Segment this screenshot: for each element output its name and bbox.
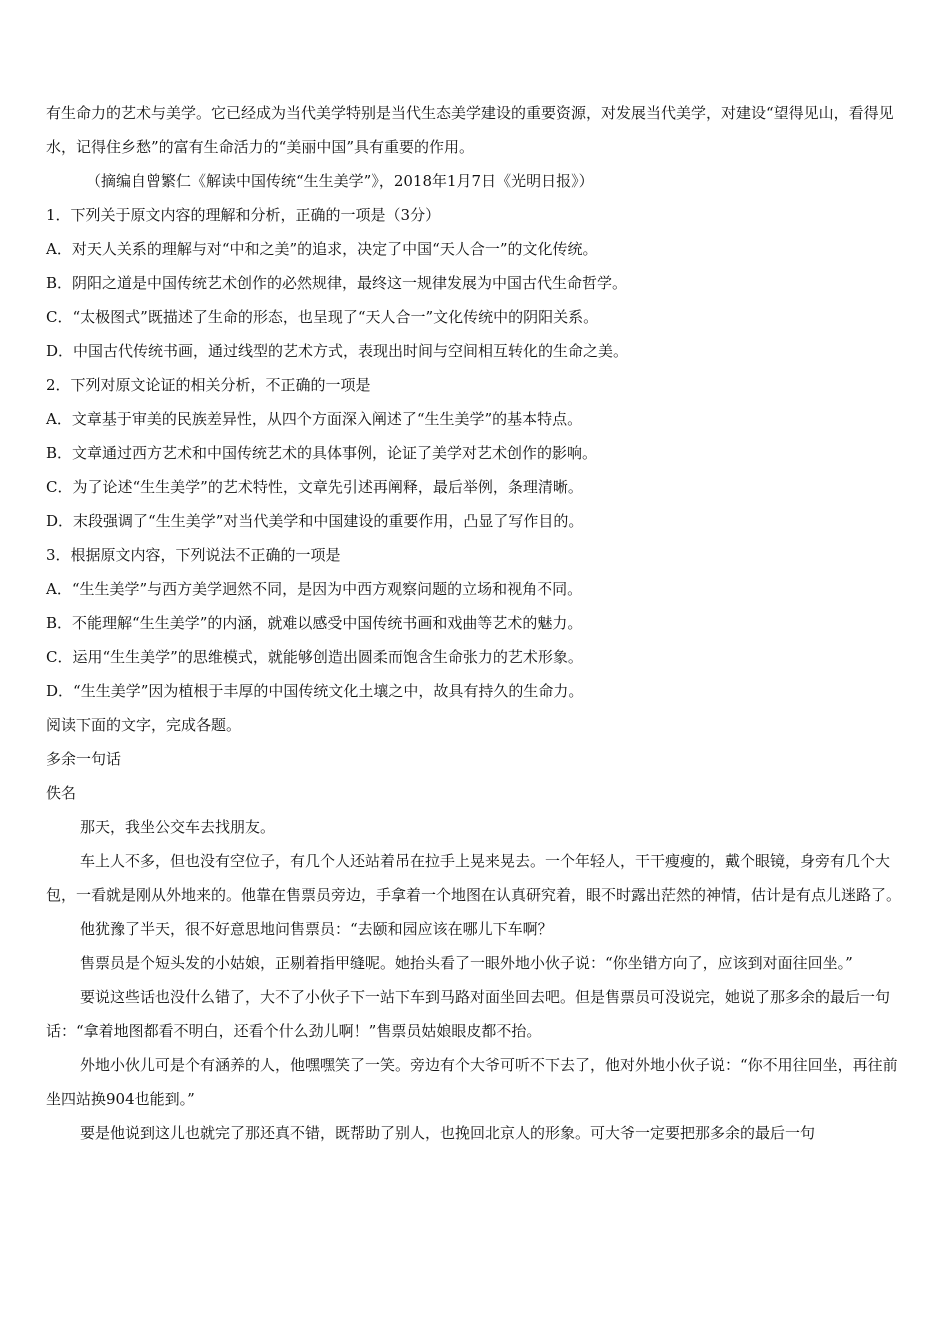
option-d: D．中国古代传统书画，通过线型的艺术方式，表现出时间与空间相互转化的生命之美。 xyxy=(46,342,629,360)
story-paragraph: 要说这些话也没什么错了，大不了小伙子下一站下车到马路对面坐回去吧。但是售票员可没说完，她说了那多余的最后一句话：“拿着地图都看不明白，还看个什么劲儿啊！”售票员姑娘眼皮都不抬。 xyxy=(46,988,891,1040)
option-d: D．“生生美学”因为植根于丰厚的中国传统文化土壤之中，故具有持久的生命力。 xyxy=(46,682,584,700)
option-b: B．阴阳之道是中国传统艺术创作的必然规律，最终这一规律发展为中国古代生命哲学。 xyxy=(46,274,628,292)
option-c: C．为了论述“生生美学”的艺术特性，文章先引述再阐释，最后举例，条理清晰。 xyxy=(46,478,583,496)
option-d: D．末段强调了“生生美学”对当代美学和中国建设的重要作用，凸显了写作目的。 xyxy=(46,512,584,530)
intro-paragraph: 有生命力的艺术与美学。它已经成为当代美学特别是当代生态美学建设的重要资源，对发展当代美学，对建设“望得见山，看得见水，记得住乡愁”的富有生命活力的“美丽中国”具有重要的作用。 xyxy=(46,104,894,156)
option-a: A．文章基于审美的民族差异性，从四个方面深入阐述了“生生美学”的基本特点。 xyxy=(46,410,583,428)
story-author: 佚名 xyxy=(46,784,77,802)
question-stem: 1．下列关于原文内容的理解和分析，正确的一项是（3分） xyxy=(46,206,441,224)
option-a: A．“生生美学”与西方美学迥然不同，是因为中西方观察问题的立场和视角不同。 xyxy=(46,580,583,598)
option-c: C．“太极图式”既描述了生命的形态，也呈现了“天人合一”文化传统中的阴阳关系。 xyxy=(46,308,599,326)
source-citation: （摘编自曾繁仁《解读中国传统“生生美学”》，2018年1月7日《光明日报》） xyxy=(86,172,594,190)
question-stem: 3．根据原文内容，下列说法不正确的一项是 xyxy=(46,546,341,564)
story-title: 多余一句话 xyxy=(46,750,122,768)
question-3 xyxy=(46,538,908,708)
story-paragraph: 车上人不多，但也没有空位子，有几个人还站着吊在拉手上晃来晃去。一个年轻人，干干瘦瘦的，戴个眼镜，身旁有几个大包，一看就是刚从外地来的。他靠在售票员旁边，手拿着一个地图在认真研究着，眼不时露出茫然的神情，估计是有点儿迷路了。 xyxy=(46,852,902,904)
question-stem: 2．下列对原文论证的相关分析，不正确的一项是 xyxy=(46,376,371,394)
story-paragraph: 那天，我坐公交车去找朋友。 xyxy=(80,818,276,836)
document-page xyxy=(46,96,908,1150)
option-b: B．文章通过西方艺术和中国传统艺术的具体事例，论证了美学对艺术创作的影响。 xyxy=(46,444,598,462)
reading-instruction: 阅读下面的文字，完成各题。 xyxy=(46,716,242,734)
story-paragraph: 外地小伙儿可是个有涵养的人，他嘿嘿笑了一笑。旁边有个大爷可听不下去了，他对外地小伙子说：“你不用往回坐，再往前坐四站换904也能到。” xyxy=(46,1056,898,1108)
story-paragraph: 要是他说到这儿也就完了那还真不错，既帮助了别人，也挽回北京人的形象。可大爷一定要把那多余的最后一句 xyxy=(80,1124,816,1142)
option-c: C．运用“生生美学”的思维模式，就能够创造出圆柔而饱含生命张力的艺术形象。 xyxy=(46,648,583,666)
option-b: B．不能理解“生生美学”的内涵，就难以感受中国传统书画和戏曲等艺术的魅力。 xyxy=(46,614,583,632)
question-1 xyxy=(46,198,908,368)
question-2 xyxy=(46,368,908,538)
story-paragraph: 售票员是个短头发的小姑娘，正剔着指甲缝呢。她抬头看了一眼外地小伙子说：“你坐错方向了，应该到对面往回坐。” xyxy=(80,954,853,972)
option-a: A．对天人关系的理解与对“中和之美”的追求，决定了中国“天人合一”的文化传统。 xyxy=(46,240,598,258)
story-paragraph: 他犹豫了半天，很不好意思地问售票员：“去颐和园应该在哪儿下车啊？ xyxy=(80,920,553,938)
